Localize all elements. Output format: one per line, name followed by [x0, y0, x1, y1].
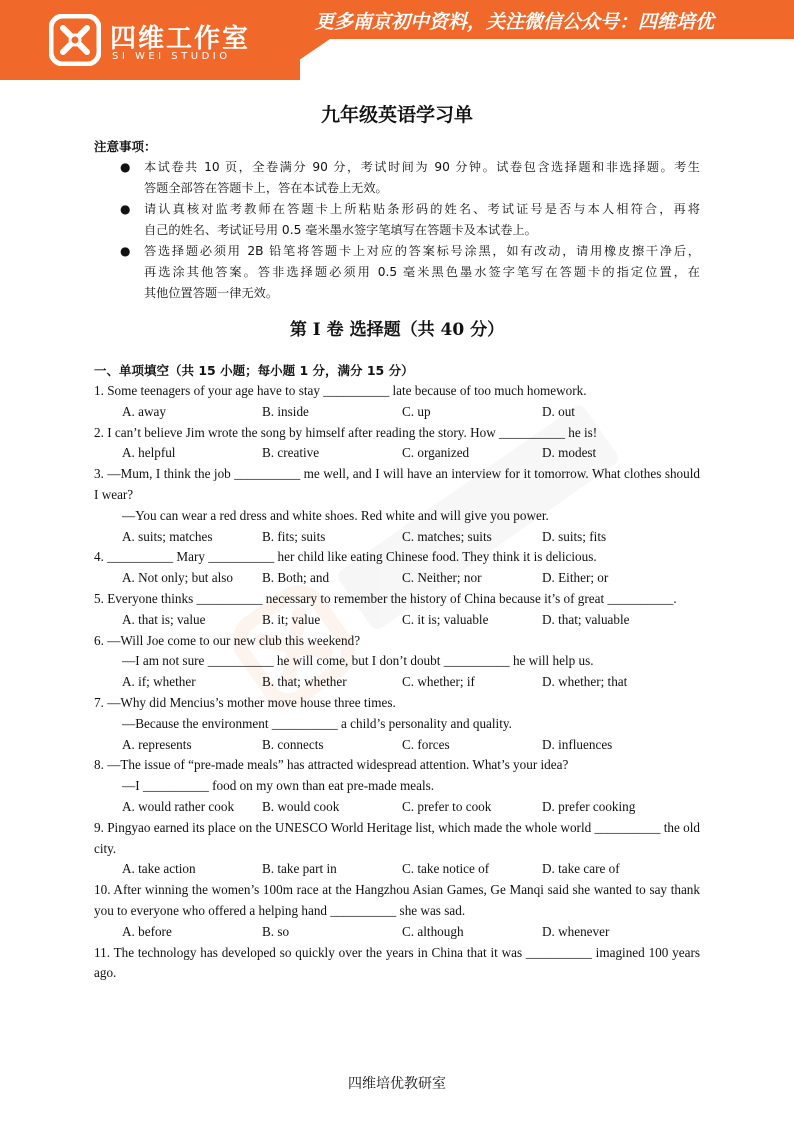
options-2	[94, 443, 700, 464]
option: D. influences	[542, 736, 613, 752]
option: C. although	[402, 923, 464, 939]
option: B. inside	[262, 403, 309, 419]
notice-text: 请认真核对监考教师在答题卡上所粘贴条形码的姓名、考试证号是否与本人相符合，再将	[144, 202, 700, 216]
option: D. out	[542, 403, 575, 419]
options-3	[94, 527, 700, 548]
question-4: 4. __________ Mary __________ her child like eating Chinese food. They think it is delicious.	[94, 549, 597, 565]
option: C. it is; valuable	[402, 611, 489, 627]
option: A. away	[122, 403, 166, 419]
options-4	[94, 568, 700, 589]
options-7	[94, 735, 700, 756]
option: D. that; valuable	[542, 611, 630, 627]
section-title: 第 I 卷 选择题（共 40 分）	[289, 320, 505, 340]
option: A. would rather cook	[122, 798, 235, 814]
option: C. whether; if	[402, 674, 475, 690]
options-9	[94, 859, 700, 880]
question-8-reply: —I __________ food on my own than eat pre-made meals.	[122, 778, 435, 794]
option: B. so	[262, 923, 290, 939]
notice-item	[94, 157, 700, 199]
option: C. organized	[402, 445, 470, 461]
option: C. take notice of	[402, 861, 490, 877]
question-1: 1. Some teenagers of your age have to stay __________ late because of too much homework.	[94, 383, 587, 398]
document-body	[94, 100, 700, 984]
option: D. take care of	[542, 861, 620, 877]
option: C. up	[402, 403, 431, 419]
option: A. before	[122, 923, 172, 939]
question-2: 2. I can’t believe Jim wrote the song by himself after reading the story. How __________ he is!	[94, 424, 598, 440]
option: D. Either; or	[542, 570, 609, 586]
notice-item	[94, 199, 700, 241]
option: B. it; value	[262, 611, 321, 627]
studio-name-en: SI WEI STUDIO	[112, 51, 231, 62]
document-title: 九年级英语学习单	[320, 104, 473, 126]
notice-text: 其他位置答题一律无效。	[144, 286, 279, 300]
question-6-reply: —I am not sure __________ he will come, but I don’t doubt __________ he will help us.	[122, 653, 594, 669]
option: A. helpful	[122, 445, 176, 461]
option: B. creative	[262, 445, 320, 461]
option: D. suits; fits	[542, 528, 607, 544]
option: B. take part in	[262, 861, 337, 877]
studio-name: 四维工作室	[110, 24, 251, 54]
page-footer: 四维培优教研室	[348, 1076, 446, 1092]
studio-logo-icon	[49, 14, 101, 66]
question-7-reply: —Because the environment __________ a child’s personality and quality.	[122, 715, 512, 731]
option: B. connects	[262, 736, 324, 752]
part-title: 一、单项填空（共 15 小题；每小题 1 分，满分 15 分）	[94, 363, 414, 378]
notice-text: 自己的姓名、考试证号用 0.5 毫米墨水签字笔填写在答题卡及本试卷上。	[144, 223, 537, 237]
question-11: 11. The technology has developed so quickly over the years in China that it was __________ imagined 100 years ago.	[94, 944, 700, 981]
question-6: 6. —Will Joe come to our new club this weekend?	[94, 632, 361, 648]
option: A. if; whether	[122, 674, 196, 690]
question-3: 3. —Mum, I think the job __________ me well, and I will have an interview for it tomorrow. What clothes should I wear?	[94, 466, 700, 502]
option: A. that is; value	[122, 611, 206, 627]
header-diagonal	[270, 39, 330, 80]
options-5	[94, 610, 700, 631]
options-6	[94, 672, 700, 693]
option: C. forces	[402, 736, 450, 752]
notice-text: 答题全部答在答题卡上，答在本试卷上无效。	[144, 181, 388, 195]
notice-text: 本试卷共 10 页，全卷满分 90 分，考试时间为 90 分钟。试卷包含选择题和非选择题。考生	[144, 160, 700, 174]
question-9: 9. Pingyao earned its place on the UNESCO World Heritage list, which made the whole world __________ the old city.	[94, 819, 700, 856]
option: B. fits; suits	[262, 528, 326, 544]
bullet-icon: ●	[120, 202, 131, 216]
options-10	[94, 922, 700, 943]
notice-text: 答选择题必须用 2B 铅笔将答题卡上对应的答案标号涂黑，如有改动，请用橡皮擦干净后，	[144, 244, 700, 258]
option: D. prefer cooking	[542, 798, 636, 814]
options-1	[94, 402, 700, 423]
option: A. take action	[122, 861, 196, 877]
option: D. whenever	[542, 923, 610, 939]
option: C. prefer to cook	[402, 798, 492, 814]
page-header	[0, 0, 794, 80]
option: B. would cook	[262, 798, 340, 814]
option: B. that; whether	[262, 674, 347, 690]
option: A. suits; matches	[122, 528, 213, 544]
bullet-icon: ●	[120, 160, 131, 174]
option: A. Not only; but also	[122, 570, 233, 586]
question-3-reply: —You can wear a red dress and white shoes. Red white and will give you power.	[122, 507, 549, 523]
promo-banner: 更多南京初中资料，关注微信公众号：四维培优	[315, 11, 715, 33]
option: C. matches; suits	[402, 528, 492, 544]
notice-text: 再选涂其他答案。答非选择题必须用 0.5 毫米黑色墨水签字笔写在答题卡的指定位置，在	[144, 265, 700, 279]
question-8: 8. —The issue of “pre-made meals” has attracted widespread attention. What’s your idea?	[94, 757, 569, 773]
question-5: 5. Everyone thinks __________ necessary to remember the history of China because it’s of great __________.	[94, 590, 677, 606]
option: A. represents	[122, 736, 192, 752]
option: D. modest	[542, 445, 597, 461]
notice-item	[94, 241, 700, 304]
option: B. Both; and	[262, 570, 330, 586]
question-7: 7. —Why did Mencius’s mother move house three times.	[94, 694, 396, 710]
question-10: 10. After winning the women’s 100m race at the Hangzhou Asian Games, Ge Manqi said she wanted to say thank you to everyone who offered a helping hand __________ she was sad.	[94, 882, 700, 918]
notice-heading: 注意事项：	[94, 139, 157, 154]
options-8	[94, 797, 700, 818]
bullet-icon: ●	[120, 244, 131, 258]
option: D. whether; that	[542, 674, 628, 690]
notice-list	[94, 157, 700, 304]
option: C. Neither; nor	[402, 570, 482, 586]
